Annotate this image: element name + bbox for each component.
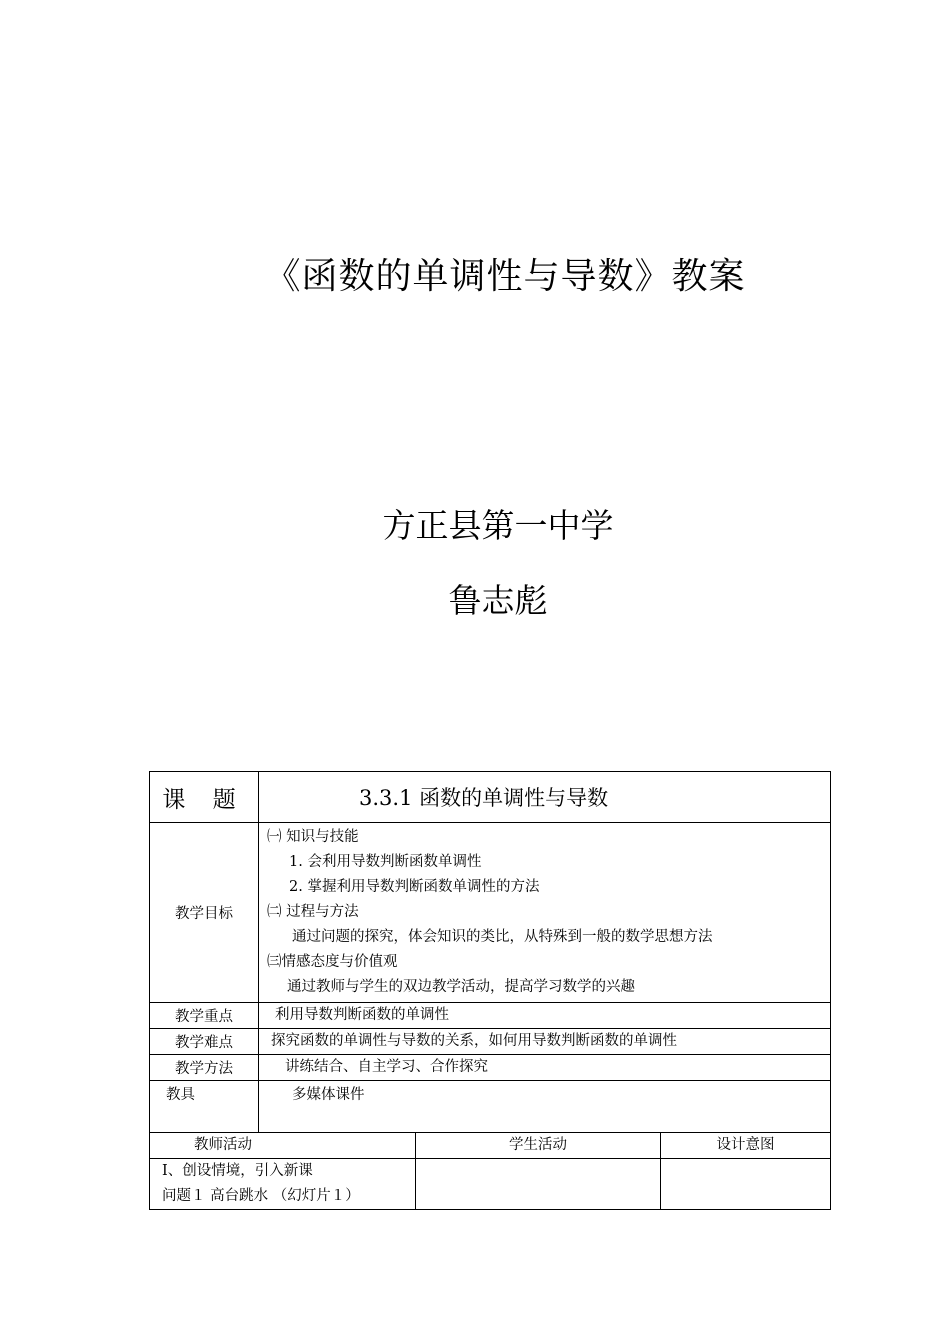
goals-label: 教学目标	[150, 823, 259, 1003]
goal-item: 通过教师与学生的双边教学活动，提高学习数学的兴趣	[287, 979, 635, 995]
tools-label: 教具	[150, 1081, 259, 1133]
goal-heading-knowledge: ㈠ 知识与技能	[267, 829, 359, 845]
goal-item: 2. 掌握利用导数判断函数单调性的方法	[289, 879, 540, 895]
method-row	[150, 1055, 831, 1081]
goal-heading-attitude: ㈢情感态度与价值观	[267, 954, 398, 970]
key-point-value: 利用导数判断函数的单调性	[259, 1003, 831, 1029]
activity-row	[150, 1159, 831, 1210]
author-name: 鲁志彪	[448, 581, 548, 620]
difficulty-label: 教学难点	[150, 1029, 259, 1055]
difficulty-value: 探究函数的单调性与导数的关系，如何用导数判断函数的单调性	[259, 1029, 831, 1055]
method-label: 教学方法	[150, 1055, 259, 1081]
document-title: 《函数的单调性与导数》教案	[264, 256, 746, 297]
tools-row	[150, 1081, 831, 1133]
key-point-label: 教学重点	[150, 1003, 259, 1029]
teacher-activity-line: 问题１ 高台跳水 （幻灯片１）	[162, 1188, 360, 1204]
method-value: 讲练结合、自主学习、合作探究	[259, 1055, 831, 1081]
student-activity-header: 学生活动	[416, 1133, 661, 1159]
goals-content	[259, 823, 831, 1003]
difficulty-row	[150, 1029, 831, 1055]
design-intent-cell	[661, 1159, 831, 1210]
topic-value: 3.3.1 函数的单调性与导数	[259, 772, 831, 823]
teacher-activity-header: 教师活动	[150, 1133, 416, 1159]
teacher-activity-cell	[150, 1159, 416, 1210]
activity-header-row	[150, 1133, 831, 1159]
topic-label: 课 题	[150, 772, 259, 823]
key-point-row	[150, 1003, 831, 1029]
goals-row	[150, 823, 831, 1003]
teacher-activity-line: Ⅰ、创设情境，引入新课	[162, 1163, 313, 1179]
lesson-plan-table	[149, 771, 831, 1210]
topic-row	[150, 772, 831, 823]
tools-value: 多媒体课件	[259, 1081, 831, 1133]
goal-item: 1. 会利用导数判断函数单调性	[289, 854, 482, 870]
student-activity-cell	[416, 1159, 661, 1210]
goal-heading-process: ㈡ 过程与方法	[267, 904, 359, 920]
design-intent-header: 设计意图	[661, 1133, 831, 1159]
goal-item: 通过问题的探究，体会知识的类比，从特殊到一般的数学思想方法	[292, 929, 713, 945]
school-name: 方正县第一中学	[382, 506, 614, 545]
